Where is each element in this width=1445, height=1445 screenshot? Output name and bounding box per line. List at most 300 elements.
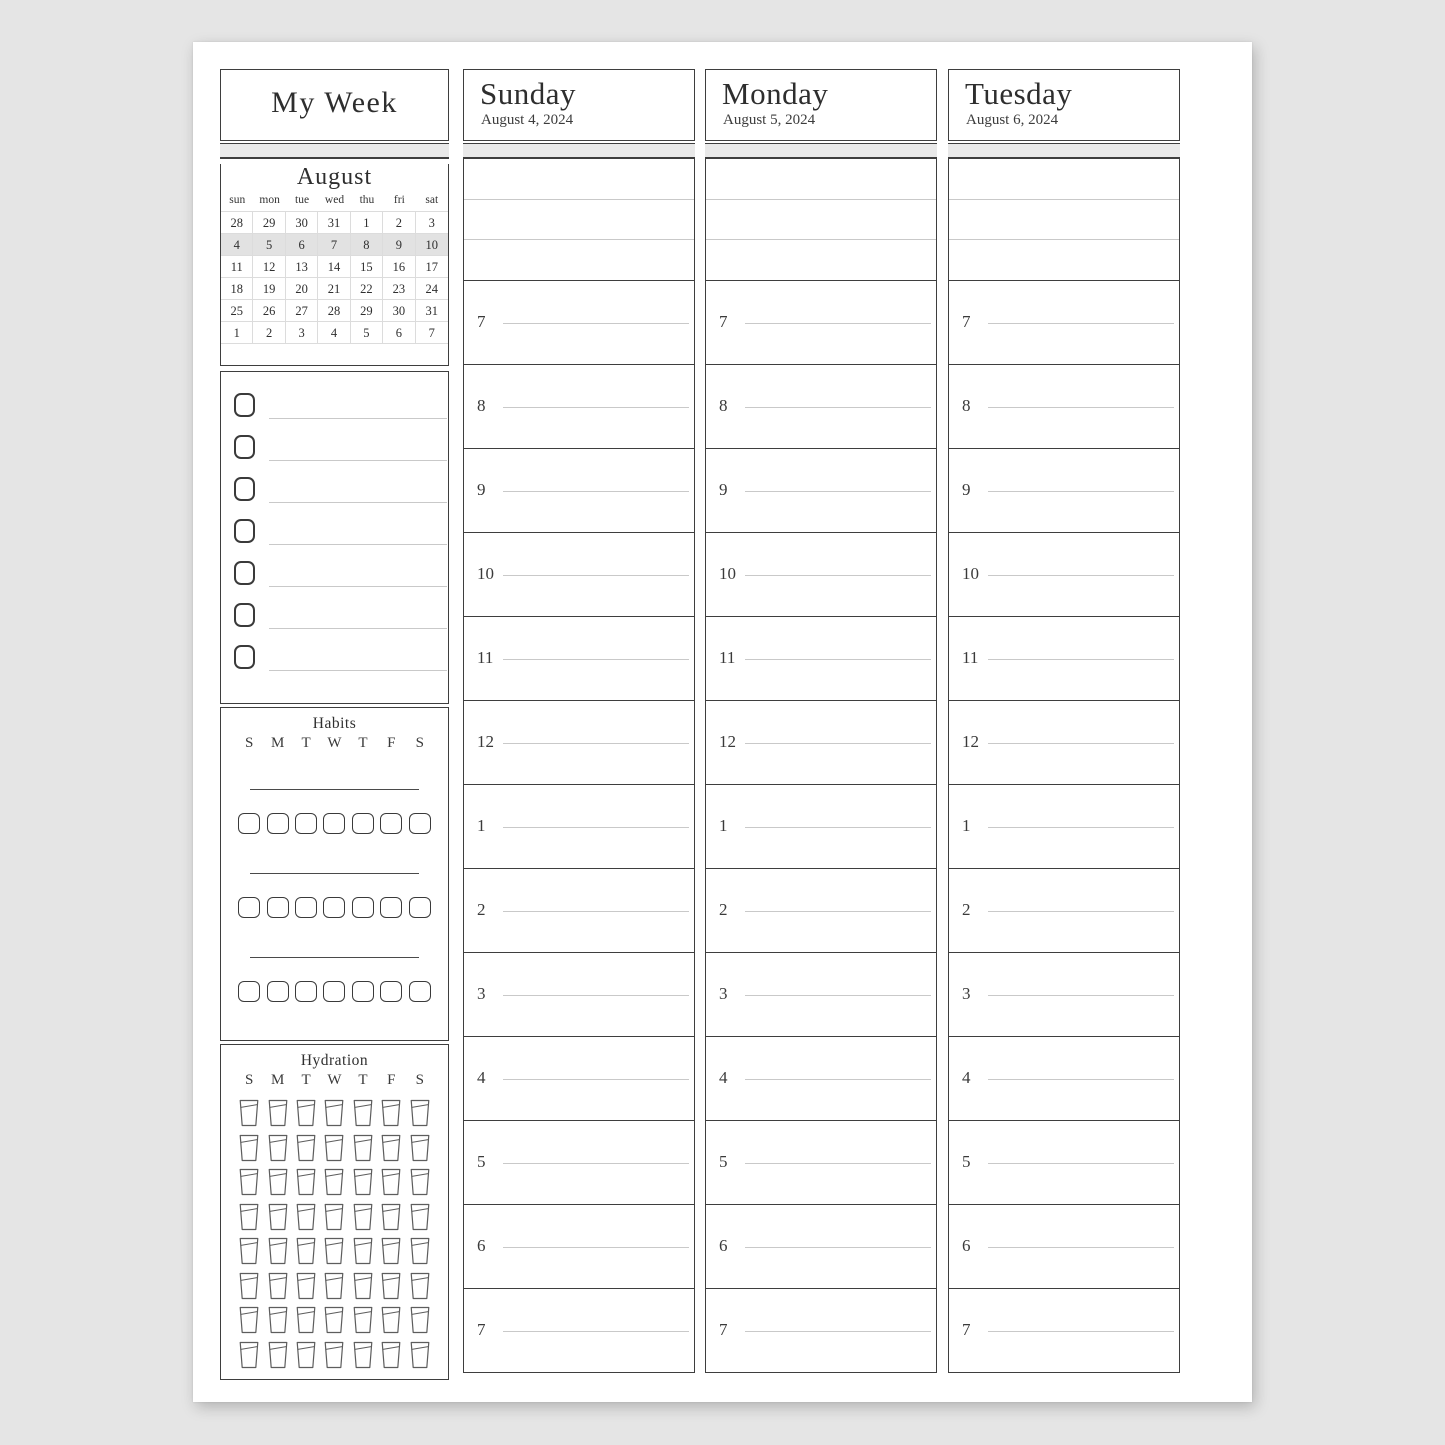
calendar-day-cell[interactable]: 29 xyxy=(253,212,285,234)
water-glass-icon[interactable] xyxy=(294,1168,318,1203)
hour-slot[interactable] xyxy=(706,1204,936,1288)
calendar-day-cell[interactable]: 24 xyxy=(416,278,448,300)
day-column xyxy=(705,69,937,1373)
water-glass-icon[interactable] xyxy=(322,1134,346,1169)
water-glass-icon[interactable] xyxy=(322,1168,346,1203)
water-glass-icon[interactable] xyxy=(351,1168,375,1203)
habit-checkbox-icon[interactable] xyxy=(238,981,260,1002)
calendar-day-cell[interactable]: 16 xyxy=(383,256,415,278)
hour-writing-line[interactable] xyxy=(503,743,689,744)
calendar-day-cell[interactable]: 8 xyxy=(351,234,383,256)
calendar-day-cell[interactable]: 1 xyxy=(351,212,383,234)
water-glass-icon[interactable] xyxy=(322,1341,346,1376)
day-accent-bar xyxy=(463,143,695,159)
day-notes-area xyxy=(949,159,1179,280)
water-glass-icon[interactable] xyxy=(294,1341,318,1376)
hour-slot[interactable] xyxy=(949,868,1179,952)
hour-writing-line[interactable] xyxy=(503,995,689,996)
habit-day-letter: T xyxy=(358,735,368,751)
day-schedule xyxy=(463,159,695,1373)
day-name: Tuesday xyxy=(965,76,1073,111)
water-glass-icon[interactable] xyxy=(408,1099,432,1134)
calendar-day-cell[interactable]: 9 xyxy=(383,234,415,256)
hour-writing-line[interactable] xyxy=(745,1331,931,1332)
day-date: August 4, 2024 xyxy=(481,112,574,129)
water-glass-icon[interactable] xyxy=(408,1306,432,1341)
todo-checkbox-icon[interactable] xyxy=(234,519,255,543)
hour-slot[interactable] xyxy=(949,364,1179,448)
todo-writing-line[interactable] xyxy=(269,502,447,503)
todo-checkbox-icon[interactable] xyxy=(234,645,255,669)
hour-writing-line[interactable] xyxy=(988,1079,1174,1080)
hour-writing-line[interactable] xyxy=(745,491,931,492)
hour-slot[interactable] xyxy=(706,364,936,448)
habit-checkbox-row xyxy=(235,897,434,918)
hour-writing-line[interactable] xyxy=(988,743,1174,744)
water-glass-icon[interactable] xyxy=(237,1272,261,1307)
hour-slot[interactable] xyxy=(949,1120,1179,1204)
hour-writing-line[interactable] xyxy=(988,323,1174,324)
day-column xyxy=(948,69,1180,1373)
water-glass-icon[interactable] xyxy=(322,1237,346,1272)
hour-writing-line[interactable] xyxy=(988,995,1174,996)
todo-checkbox-icon[interactable] xyxy=(234,393,255,417)
water-glass-icon[interactable] xyxy=(408,1272,432,1307)
notes-row[interactable] xyxy=(706,240,936,280)
habit-checkbox-icon[interactable] xyxy=(352,981,374,1002)
day-column xyxy=(463,69,695,1373)
day-header xyxy=(463,69,695,141)
habit-name-line[interactable] xyxy=(250,873,419,874)
calendar-day-cell[interactable]: 14 xyxy=(318,256,350,278)
calendar-day-cell[interactable]: 17 xyxy=(416,256,448,278)
hour-slot[interactable] xyxy=(949,1036,1179,1120)
hour-writing-line[interactable] xyxy=(503,1079,689,1080)
water-glass-icon[interactable] xyxy=(266,1306,290,1341)
calendar-day-cell[interactable]: 21 xyxy=(318,278,350,300)
hour-writing-line[interactable] xyxy=(503,659,689,660)
water-glass-icon[interactable] xyxy=(237,1237,261,1272)
habit-checkbox-icon[interactable] xyxy=(380,813,402,834)
calendar-day-cell[interactable]: 28 xyxy=(221,212,253,234)
calendar-day-cell[interactable]: 5 xyxy=(351,322,383,344)
water-glass-icon[interactable] xyxy=(351,1099,375,1134)
water-glass-icon[interactable] xyxy=(351,1134,375,1169)
water-glass-icon[interactable] xyxy=(351,1341,375,1376)
water-glass-icon[interactable] xyxy=(294,1237,318,1272)
habits-title: Habits xyxy=(312,715,357,732)
water-glass-icon[interactable] xyxy=(237,1341,261,1376)
hour-writing-line[interactable] xyxy=(503,911,689,912)
calendar-day-cell[interactable]: 10 xyxy=(416,234,448,256)
notes-row[interactable] xyxy=(706,159,936,200)
day-accent-bar xyxy=(948,143,1180,159)
calendar-day-cell[interactable]: 4 xyxy=(221,234,253,256)
hour-writing-line[interactable] xyxy=(988,491,1174,492)
todo-writing-line[interactable] xyxy=(269,544,447,545)
water-glass-icon[interactable] xyxy=(351,1237,375,1272)
hour-writing-line[interactable] xyxy=(503,407,689,408)
sidebar xyxy=(220,69,449,1380)
todo-writing-line[interactable] xyxy=(269,586,447,587)
calendar-day-cell[interactable]: 31 xyxy=(318,212,350,234)
hour-label: 6 xyxy=(477,1235,486,1255)
hour-writing-line[interactable] xyxy=(745,575,931,576)
calendar-day-cell[interactable]: 3 xyxy=(286,322,318,344)
water-glass-icon[interactable] xyxy=(294,1099,318,1134)
habit-checkbox-icon[interactable] xyxy=(267,981,289,1002)
day-schedule xyxy=(948,159,1180,1373)
habit-checkbox-icon[interactable] xyxy=(295,813,317,834)
hour-slot[interactable] xyxy=(464,532,694,616)
hour-writing-line[interactable] xyxy=(745,743,931,744)
hour-slot[interactable] xyxy=(464,700,694,784)
todo-row xyxy=(221,477,448,519)
todo-list xyxy=(220,371,449,704)
hour-writing-line[interactable] xyxy=(503,1163,689,1164)
hour-slot[interactable] xyxy=(949,1204,1179,1288)
calendar-day-cell[interactable]: 22 xyxy=(351,278,383,300)
calendar-day-cell[interactable]: 13 xyxy=(286,256,318,278)
habit-name-line[interactable] xyxy=(250,957,419,958)
hour-label: 7 xyxy=(962,311,971,331)
water-glass-icon[interactable] xyxy=(379,1341,403,1376)
hour-slot[interactable] xyxy=(464,1120,694,1204)
hydration-tracker xyxy=(220,1044,449,1380)
notes-row[interactable] xyxy=(706,200,936,241)
hour-writing-line[interactable] xyxy=(503,491,689,492)
calendar-day-cell[interactable]: 27 xyxy=(286,300,318,322)
habit-day-letter: M xyxy=(270,735,285,751)
calendar-day-cell[interactable]: 23 xyxy=(383,278,415,300)
calendar-weekday-header xyxy=(221,194,448,211)
hour-writing-line[interactable] xyxy=(745,1079,931,1080)
water-glass-icon[interactable] xyxy=(237,1099,261,1134)
todo-writing-line[interactable] xyxy=(269,628,447,629)
habit-checkbox-icon[interactable] xyxy=(238,897,260,918)
calendar-day-cell[interactable]: 19 xyxy=(253,278,285,300)
hour-label: 2 xyxy=(719,899,728,919)
hour-slot[interactable] xyxy=(949,700,1179,784)
hour-writing-line[interactable] xyxy=(503,1247,689,1248)
hour-slot[interactable] xyxy=(464,784,694,868)
calendar-weekday-label: sat xyxy=(425,194,439,206)
hour-writing-line[interactable] xyxy=(988,827,1174,828)
hour-writing-line[interactable] xyxy=(988,659,1174,660)
calendar-day-cell[interactable]: 26 xyxy=(253,300,285,322)
hour-slot[interactable] xyxy=(949,784,1179,868)
hour-writing-line[interactable] xyxy=(745,407,931,408)
hour-slot[interactable] xyxy=(949,616,1179,700)
hour-writing-line[interactable] xyxy=(988,1331,1174,1332)
hour-writing-line[interactable] xyxy=(745,323,931,324)
water-glass-icon[interactable] xyxy=(379,1168,403,1203)
water-glass-icon[interactable] xyxy=(294,1134,318,1169)
habit-day-letter: T xyxy=(301,735,311,751)
todo-writing-line[interactable] xyxy=(269,460,447,461)
hour-writing-line[interactable] xyxy=(503,827,689,828)
hour-label: 1 xyxy=(477,815,486,835)
day-header xyxy=(948,69,1180,141)
water-glass-icon[interactable] xyxy=(408,1237,432,1272)
habit-checkbox-icon[interactable] xyxy=(267,897,289,918)
hour-slot[interactable] xyxy=(706,280,936,364)
hour-slot[interactable] xyxy=(706,700,936,784)
water-glass-icon[interactable] xyxy=(266,1341,290,1376)
hour-label: 7 xyxy=(719,1319,728,1339)
hour-slot[interactable] xyxy=(464,1036,694,1120)
hour-slot[interactable] xyxy=(949,532,1179,616)
water-glass-icon[interactable] xyxy=(379,1203,403,1238)
water-glass-icon[interactable] xyxy=(408,1168,432,1203)
calendar-day-cell[interactable]: 1 xyxy=(221,322,253,344)
day-date: August 5, 2024 xyxy=(723,112,816,129)
calendar-day-cell[interactable]: 18 xyxy=(221,278,253,300)
water-glass-icon[interactable] xyxy=(379,1306,403,1341)
todo-writing-line[interactable] xyxy=(269,670,447,671)
habit-checkbox-row xyxy=(235,813,434,834)
habit-day-letter: S xyxy=(245,735,254,751)
hour-label: 11 xyxy=(477,647,494,667)
habit-checkbox-icon[interactable] xyxy=(295,897,317,918)
hour-writing-line[interactable] xyxy=(745,911,931,912)
day-name: Sunday xyxy=(480,76,576,111)
hour-label: 10 xyxy=(962,563,979,583)
water-glass-icon[interactable] xyxy=(379,1272,403,1307)
habit-checkbox-icon[interactable] xyxy=(323,981,345,1002)
hour-label: 6 xyxy=(719,1235,728,1255)
hour-label: 4 xyxy=(962,1067,971,1087)
hour-writing-line[interactable] xyxy=(503,575,689,576)
hour-slot[interactable] xyxy=(706,532,936,616)
hour-slot[interactable] xyxy=(464,868,694,952)
calendar-day-cell[interactable]: 4 xyxy=(318,322,350,344)
todo-checkbox-icon[interactable] xyxy=(234,561,255,585)
habit-checkbox-icon[interactable] xyxy=(380,981,402,1002)
water-glass-icon[interactable] xyxy=(294,1272,318,1307)
water-glass-icon[interactable] xyxy=(266,1203,290,1238)
habit-tracker-row xyxy=(221,789,448,873)
hour-label: 3 xyxy=(477,983,486,1003)
water-glass-icon[interactable] xyxy=(379,1134,403,1169)
hour-label: 5 xyxy=(719,1151,728,1171)
day-header xyxy=(705,69,937,141)
calendar-day-cell[interactable]: 12 xyxy=(253,256,285,278)
page-title: My Week xyxy=(271,86,398,119)
todo-row xyxy=(221,603,448,645)
water-glass-icon[interactable] xyxy=(351,1306,375,1341)
hour-label: 6 xyxy=(962,1235,971,1255)
habit-checkbox-icon[interactable] xyxy=(352,813,374,834)
hour-writing-line[interactable] xyxy=(988,407,1174,408)
day-hours xyxy=(706,280,936,1372)
hour-slot[interactable] xyxy=(464,1288,694,1372)
calendar-weekday-label: fri xyxy=(393,194,405,206)
calendar-day-cell[interactable]: 11 xyxy=(221,256,253,278)
habit-checkbox-icon[interactable] xyxy=(295,981,317,1002)
hour-slot[interactable] xyxy=(464,448,694,532)
habit-checkbox-icon[interactable] xyxy=(267,813,289,834)
hour-writing-line[interactable] xyxy=(988,911,1174,912)
water-glass-icon[interactable] xyxy=(322,1099,346,1134)
calendar-day-cell[interactable]: 7 xyxy=(416,322,448,344)
hour-writing-line[interactable] xyxy=(745,1163,931,1164)
habit-checkbox-icon[interactable] xyxy=(409,981,431,1002)
water-glass-icon[interactable] xyxy=(266,1237,290,1272)
hour-slot[interactable] xyxy=(949,448,1179,532)
hour-label: 12 xyxy=(477,731,494,751)
hour-label: 3 xyxy=(962,983,971,1003)
hour-slot[interactable] xyxy=(706,868,936,952)
habit-name-line[interactable] xyxy=(250,789,419,790)
week-title-box xyxy=(220,69,449,141)
habit-checkbox-icon[interactable] xyxy=(352,897,374,918)
hydration-day-letter: S xyxy=(415,1072,424,1088)
hour-writing-line[interactable] xyxy=(988,1247,1174,1248)
habit-day-letter: S xyxy=(415,735,424,751)
water-glass-icon[interactable] xyxy=(408,1341,432,1376)
hour-writing-line[interactable] xyxy=(988,1163,1174,1164)
hour-writing-line[interactable] xyxy=(503,323,689,324)
water-glass-icon[interactable] xyxy=(266,1099,290,1134)
calendar-day-cell[interactable]: 2 xyxy=(253,322,285,344)
calendar-day-cell[interactable]: 7 xyxy=(318,234,350,256)
calendar-day-cell[interactable]: 20 xyxy=(286,278,318,300)
habit-checkbox-icon[interactable] xyxy=(238,813,260,834)
calendar-day-cell[interactable]: 31 xyxy=(416,300,448,322)
water-glass-icon[interactable] xyxy=(266,1168,290,1203)
hour-label: 9 xyxy=(477,479,486,499)
hour-slot[interactable] xyxy=(949,1288,1179,1372)
hour-label: 3 xyxy=(719,983,728,1003)
water-glass-icon[interactable] xyxy=(322,1272,346,1307)
water-glass-icon[interactable] xyxy=(408,1203,432,1238)
hour-writing-line[interactable] xyxy=(745,995,931,996)
water-glass-icon[interactable] xyxy=(266,1134,290,1169)
habit-checkbox-icon[interactable] xyxy=(409,813,431,834)
calendar-day-cell[interactable]: 3 xyxy=(416,212,448,234)
calendar-day-cell[interactable]: 29 xyxy=(351,300,383,322)
calendar-day-cell[interactable]: 30 xyxy=(286,212,318,234)
habit-tracker-row xyxy=(221,957,448,1041)
water-glass-icon[interactable] xyxy=(237,1134,261,1169)
hydration-day-letter: S xyxy=(245,1072,254,1088)
notes-row[interactable] xyxy=(949,240,1179,280)
hour-slot[interactable] xyxy=(706,952,936,1036)
calendar-day-cell[interactable]: 28 xyxy=(318,300,350,322)
hour-label: 5 xyxy=(477,1151,486,1171)
todo-checkbox-icon[interactable] xyxy=(234,435,255,459)
calendar-day-cell[interactable]: 30 xyxy=(383,300,415,322)
calendar-day-cell[interactable]: 2 xyxy=(383,212,415,234)
hour-slot[interactable] xyxy=(464,952,694,1036)
hour-label: 7 xyxy=(477,311,486,331)
habit-day-letter: W xyxy=(327,735,342,751)
calendar-day-cell[interactable]: 6 xyxy=(383,322,415,344)
day-hours xyxy=(949,280,1179,1372)
todo-writing-line[interactable] xyxy=(269,418,447,419)
hour-writing-line[interactable] xyxy=(745,827,931,828)
water-glass-icon[interactable] xyxy=(351,1272,375,1307)
hour-writing-line[interactable] xyxy=(988,575,1174,576)
calendar-day-cell[interactable]: 25 xyxy=(221,300,253,322)
hour-slot[interactable] xyxy=(949,952,1179,1036)
todo-checkbox-icon[interactable] xyxy=(234,603,255,627)
notes-row[interactable] xyxy=(949,159,1179,200)
calendar-day-cell[interactable]: 5 xyxy=(253,234,285,256)
hour-slot[interactable] xyxy=(706,616,936,700)
hour-writing-line[interactable] xyxy=(745,1247,931,1248)
hour-slot[interactable] xyxy=(706,1036,936,1120)
todo-row xyxy=(221,435,448,477)
day-notes-area xyxy=(706,159,936,280)
notes-row[interactable] xyxy=(464,240,694,280)
water-glass-icon[interactable] xyxy=(237,1168,261,1203)
hour-label: 9 xyxy=(962,479,971,499)
hour-label: 10 xyxy=(719,563,736,583)
habit-checkbox-icon[interactable] xyxy=(409,897,431,918)
water-glass-icon[interactable] xyxy=(351,1203,375,1238)
hour-slot[interactable] xyxy=(949,280,1179,364)
habit-tracker-row xyxy=(221,873,448,957)
water-glass-icon[interactable] xyxy=(237,1306,261,1341)
hydration-day-letter: F xyxy=(387,1072,396,1088)
hour-slot[interactable] xyxy=(464,280,694,364)
notes-row[interactable] xyxy=(464,200,694,241)
hour-slot[interactable] xyxy=(464,364,694,448)
calendar-weekday-label: thu xyxy=(359,194,375,206)
hour-slot[interactable] xyxy=(464,616,694,700)
calendar-day-cell[interactable]: 15 xyxy=(351,256,383,278)
calendar-day-cell[interactable]: 6 xyxy=(286,234,318,256)
hour-slot[interactable] xyxy=(706,1288,936,1372)
water-glass-icon[interactable] xyxy=(379,1099,403,1134)
planner-page xyxy=(193,42,1252,1402)
hour-slot[interactable] xyxy=(706,1120,936,1204)
habit-checkbox-icon[interactable] xyxy=(380,897,402,918)
hour-label: 7 xyxy=(719,311,728,331)
hour-slot[interactable] xyxy=(706,448,936,532)
hour-label: 2 xyxy=(962,899,971,919)
habit-checkbox-icon[interactable] xyxy=(323,813,345,834)
todo-row xyxy=(221,393,448,435)
hour-label: 8 xyxy=(477,395,486,415)
water-glass-icon[interactable] xyxy=(322,1306,346,1341)
water-glass-icon[interactable] xyxy=(237,1203,261,1238)
mini-calendar xyxy=(220,164,449,366)
water-glass-icon[interactable] xyxy=(322,1203,346,1238)
hour-slot[interactable] xyxy=(706,784,936,868)
notes-row[interactable] xyxy=(464,159,694,200)
water-glass-icon[interactable] xyxy=(379,1237,403,1272)
hour-writing-line[interactable] xyxy=(503,1331,689,1332)
hour-label: 7 xyxy=(477,1319,486,1339)
habit-checkbox-icon[interactable] xyxy=(323,897,345,918)
hydration-day-letter: M xyxy=(270,1072,285,1088)
hour-label: 11 xyxy=(962,647,979,667)
hour-writing-line[interactable] xyxy=(745,659,931,660)
todo-checkbox-icon[interactable] xyxy=(234,477,255,501)
hour-label: 12 xyxy=(719,731,736,751)
hour-label: 4 xyxy=(477,1067,486,1087)
water-glass-icon[interactable] xyxy=(408,1134,432,1169)
water-glass-icon[interactable] xyxy=(266,1272,290,1307)
water-glass-icon[interactable] xyxy=(294,1203,318,1238)
water-glass-icon[interactable] xyxy=(294,1306,318,1341)
hour-slot[interactable] xyxy=(464,1204,694,1288)
todo-row xyxy=(221,519,448,561)
notes-row[interactable] xyxy=(949,200,1179,241)
